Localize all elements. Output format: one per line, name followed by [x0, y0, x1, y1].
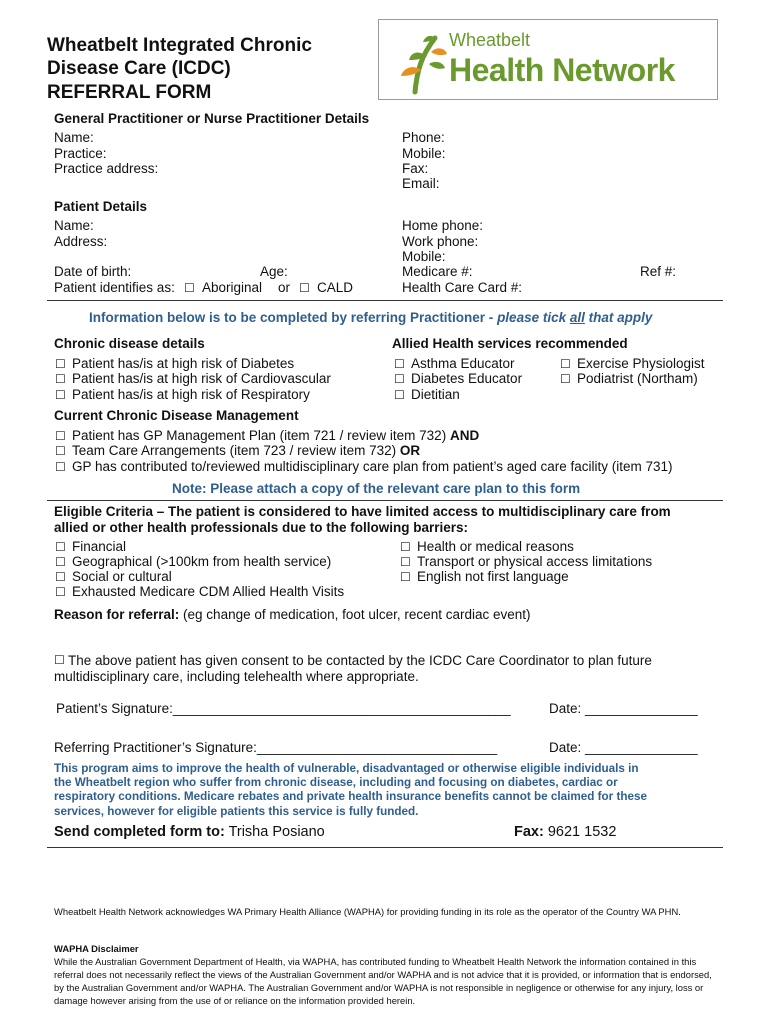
gp-phone-label: Phone: [402, 130, 445, 145]
patient-mobile-label: Mobile: [402, 249, 446, 264]
gp-practice-label: Practice: [54, 146, 107, 161]
asthma-educator-checkbox[interactable]: ☐ [394, 357, 405, 371]
cald-checkbox[interactable]: ☐ [299, 281, 310, 295]
patient-dob-label: Date of birth: [54, 264, 132, 279]
gp-email-label: Email: [402, 176, 440, 191]
work-phone-label: Work phone: [402, 234, 479, 249]
wheat-logo-icon [395, 26, 455, 96]
patient-details-heading: Patient Details [54, 199, 148, 214]
patient-identifies-label: Patient identifies as: [54, 280, 175, 295]
patient-name-label: Name: [54, 218, 94, 233]
consent-line-2: multidisciplinary care, including telehealth where appropriate. [54, 669, 419, 684]
management-item: Patient has GP Management Plan (item 721 / review item 732) AND [72, 428, 480, 443]
form-title-line-1: Wheatbelt Integrated Chronic [47, 35, 312, 56]
gp-mobile-label: Mobile: [402, 146, 446, 161]
eligible-item: Transport or physical access limitations [417, 554, 653, 569]
program-statement: This program aims to improve the health of vulnerable, disadvantaged or otherwise eligible individuals in the Wheatbelt region who suffer from chronic disease, including and focusing on diabetes, cardiac or respiratory conditions. Medicare rebates and private health insurance benefits cannot be claimed for these services, however for eligible patients this service is fully funded. [54, 762, 647, 818]
chronic-item: Patient has/is at high risk of Diabetes [72, 356, 295, 371]
management-item: Team Care Arrangements (item 723 / review item 732) OR [72, 443, 421, 458]
cardiovascular-risk-checkbox[interactable]: ☐ [55, 372, 66, 386]
form-title-line-3: REFERRAL FORM [47, 82, 212, 103]
wheatbelt-health-network-logo [378, 19, 718, 100]
gp-fax-label: Fax: [402, 161, 429, 176]
eligible-heading-line-2: allied or other health professionals due to the following barriers: [54, 520, 469, 535]
patient-address-label: Address: [54, 234, 108, 249]
disclaimer-heading: WAPHA Disclaimer [54, 943, 139, 954]
financial-checkbox[interactable]: ☐ [55, 540, 66, 554]
chronic-item: Patient has/is at high risk of Respiratory [72, 387, 310, 402]
practitioner-date-field[interactable]: Date: _______________ [549, 740, 698, 755]
form-title-line-2: Disease Care (ICDC) [47, 58, 231, 79]
team-care-checkbox[interactable]: ☐ [55, 444, 66, 458]
eligible-item: Social or cultural [72, 569, 172, 584]
social-cultural-checkbox[interactable]: ☐ [55, 570, 66, 584]
home-phone-label: Home phone: [402, 218, 484, 233]
fax-number: Fax: 9621 1532 [514, 824, 617, 840]
funding-acknowledgement: Wheatbelt Health Network acknowledges WA Primary Health Alliance (WAPHA) for providing funding in its role as the operator of the Country WA PHN. [54, 906, 681, 917]
patient-date-field[interactable]: Date: _______________ [549, 701, 698, 716]
allied-item: Podiatrist (Northam) [577, 371, 698, 386]
diabetes-educator-checkbox[interactable]: ☐ [394, 372, 405, 386]
gp-details-heading: General Practitioner or Nurse Practitioner Details [54, 111, 370, 126]
diabetes-risk-checkbox[interactable]: ☐ [55, 357, 66, 371]
allied-item: Asthma Educator [411, 356, 515, 371]
send-to: Send completed form to: Trisha Posiano [54, 824, 325, 840]
management-item: GP has contributed to/reviewed multidisciplinary care plan from patient’s aged care facility (item 731) [72, 459, 673, 474]
podiatrist-checkbox[interactable]: ☐ [560, 372, 571, 386]
instruction-text: Information below is to be completed by referring Practitioner - please tick all that apply [89, 310, 653, 325]
divider [47, 300, 723, 301]
gp-plan-checkbox[interactable]: ☐ [55, 429, 66, 443]
medicare-label: Medicare #: [402, 264, 473, 279]
health-reasons-checkbox[interactable]: ☐ [400, 540, 411, 554]
management-heading: Current Chronic Disease Management [54, 408, 299, 423]
aboriginal-label: Aboriginal [202, 280, 263, 295]
patient-age-label: Age: [260, 264, 288, 279]
or-label: or [278, 280, 291, 295]
care-plan-note: Note: Please attach a copy of the relevant care plan to this form [172, 481, 581, 496]
transport-checkbox[interactable]: ☐ [400, 555, 411, 569]
allied-item: Diabetes Educator [411, 371, 523, 386]
ref-label: Ref #: [640, 264, 677, 279]
eligible-item: English not first language [417, 569, 569, 584]
aboriginal-checkbox[interactable]: ☐ [184, 281, 195, 295]
consent-line-1: The above patient has given consent to be contacted by the ICDC Care Coordinator to plan future [68, 653, 652, 668]
chronic-item: Patient has/is at high risk of Cardiovascular [72, 371, 331, 386]
chronic-disease-heading: Chronic disease details [54, 336, 205, 351]
gp-address-label: Practice address: [54, 161, 159, 176]
eligible-item: Exhausted Medicare CDM Allied Health Visits [72, 584, 345, 599]
divider [47, 500, 723, 501]
disclaimer-text: While the Australian Government Department of Health, via WAPHA, has contributed funding to Wheatbelt Health Network the information contained in this referral does not necessarily reflect the views of the Australian Government and/or WAPHA and is not advice that it is provided, or information that is endorsed, by the Australian Government and/or WAPHA. The Australian Government and/or WAPHA is not responsible in negligence or otherwise for any injury, loss or damage however arising from the use of or reliance on the information provided herein. [54, 956, 712, 1006]
aged-care-plan-checkbox[interactable]: ☐ [55, 460, 66, 474]
health-care-card-label: Health Care Card #: [402, 280, 523, 295]
exercise-physiologist-checkbox[interactable]: ☐ [560, 357, 571, 371]
allied-item: Exercise Physiologist [577, 356, 705, 371]
gp-name-label: Name: [54, 130, 94, 145]
respiratory-risk-checkbox[interactable]: ☐ [55, 388, 66, 402]
dietitian-checkbox[interactable]: ☐ [394, 388, 405, 402]
eligible-item: Health or medical reasons [417, 539, 574, 554]
reason-for-referral[interactable]: Reason for referral: (eg change of medication, foot ulcer, recent cardiac event) [54, 607, 531, 622]
logo-small-text: Wheatbelt [449, 30, 531, 50]
cald-label: CALD [317, 280, 354, 295]
english-checkbox[interactable]: ☐ [400, 570, 411, 584]
exhausted-visits-checkbox[interactable]: ☐ [55, 585, 66, 599]
eligible-item: Financial [72, 539, 127, 554]
allied-item: Dietitian [411, 387, 460, 402]
geographical-checkbox[interactable]: ☐ [55, 555, 66, 569]
consent-checkbox[interactable]: ☐ [54, 653, 65, 667]
practitioner-signature-field[interactable]: Referring Practitioner’s Signature:________________________________ [54, 740, 498, 755]
allied-health-heading: Allied Health services recommended [392, 336, 628, 351]
logo-large-text: Health Network [449, 52, 675, 88]
divider [47, 847, 723, 848]
eligible-item: Geographical (>100km from health service) [72, 554, 332, 569]
eligible-heading-line-1: Eligible Criteria – The patient is considered to have limited access to multidisciplinary care from [54, 504, 671, 519]
patient-signature-field[interactable]: Patient’s Signature:_____________________________________________ [56, 701, 511, 716]
